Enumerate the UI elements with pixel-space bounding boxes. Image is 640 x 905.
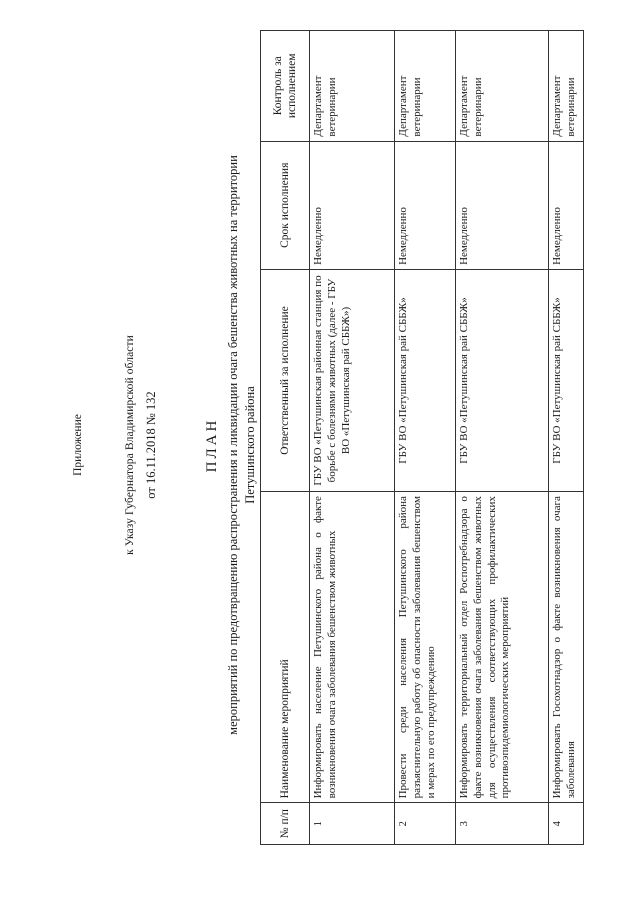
header-control: Контроль за исполнением xyxy=(261,31,310,142)
row-responsible: ГБУ ВО «Петушинская рай СББЖ» xyxy=(395,269,456,491)
table-row xyxy=(549,31,584,845)
row-name: Информировать население Петушинского района о факте возникновения очага заболевания бешенством животных xyxy=(310,492,395,803)
plan-table xyxy=(260,30,584,845)
row-name: Информировать территориальный отдел Роспотребнадзора о факте возникновения очага заболевания бешенством животных для осуществления соответствующих профилактических противоэпидемиологических мероприятий xyxy=(456,492,549,803)
row-control: Департамент ветеринарии xyxy=(456,31,549,142)
row-control: Департамент ветеринарии xyxy=(310,31,395,142)
table-row xyxy=(395,31,456,845)
row-responsible: ГБУ ВО «Петушинская районная станция по борьбе с болезнями животных (далее - ГБУ ВО «Петушинская рай СББЖ») xyxy=(310,269,395,491)
plan-subtitle-line2: Петушинского района xyxy=(243,386,257,504)
row-num: 4 xyxy=(549,803,584,845)
row-responsible: ГБУ ВО «Петушинская рай СББЖ» xyxy=(456,269,549,491)
rotated-document-page xyxy=(40,15,600,875)
row-name: Информировать Госохотнадзор о факте возникновения очага заболевания xyxy=(549,492,584,803)
header-name: Наименование мероприятий xyxy=(261,492,310,803)
row-control: Департамент ветеринарии xyxy=(395,31,456,142)
row-num: 2 xyxy=(395,803,456,845)
row-deadline: Немедленно xyxy=(310,141,395,269)
header-num: № п/п xyxy=(261,803,310,845)
row-name: Провести среди населения Петушинского района разъяснительную работу об опасности заболевания бешенством и мерах по его предупреждению xyxy=(395,492,456,803)
row-deadline: Немедленно xyxy=(549,141,584,269)
table-row xyxy=(456,31,549,845)
row-deadline: Немедленно xyxy=(395,141,456,269)
plan-subtitle-line1: мероприятий по предотвращению распространения и ликвидации очага бешенства животных на территории xyxy=(226,155,240,735)
row-deadline: Немедленно xyxy=(456,141,549,269)
table-row xyxy=(310,31,395,845)
row-control: Департамент ветеринарии xyxy=(549,31,584,142)
row-responsible: ГБУ ВО «Петушинская рай СББЖ» xyxy=(549,269,584,491)
plan-title: ПЛАН xyxy=(204,417,220,473)
table-header-row xyxy=(261,31,310,845)
header-deadline: Срок исполнения xyxy=(261,141,310,269)
appendix-decree: к Указу Губернатора Владимирской области xyxy=(124,335,136,555)
row-num: 1 xyxy=(310,803,395,845)
header-responsible: Ответственный за исполнение xyxy=(261,269,310,491)
appendix-date-number: от 16.11.2018 № 132 xyxy=(144,391,158,499)
appendix-label: Приложение xyxy=(72,414,84,476)
row-num: 3 xyxy=(456,803,549,845)
